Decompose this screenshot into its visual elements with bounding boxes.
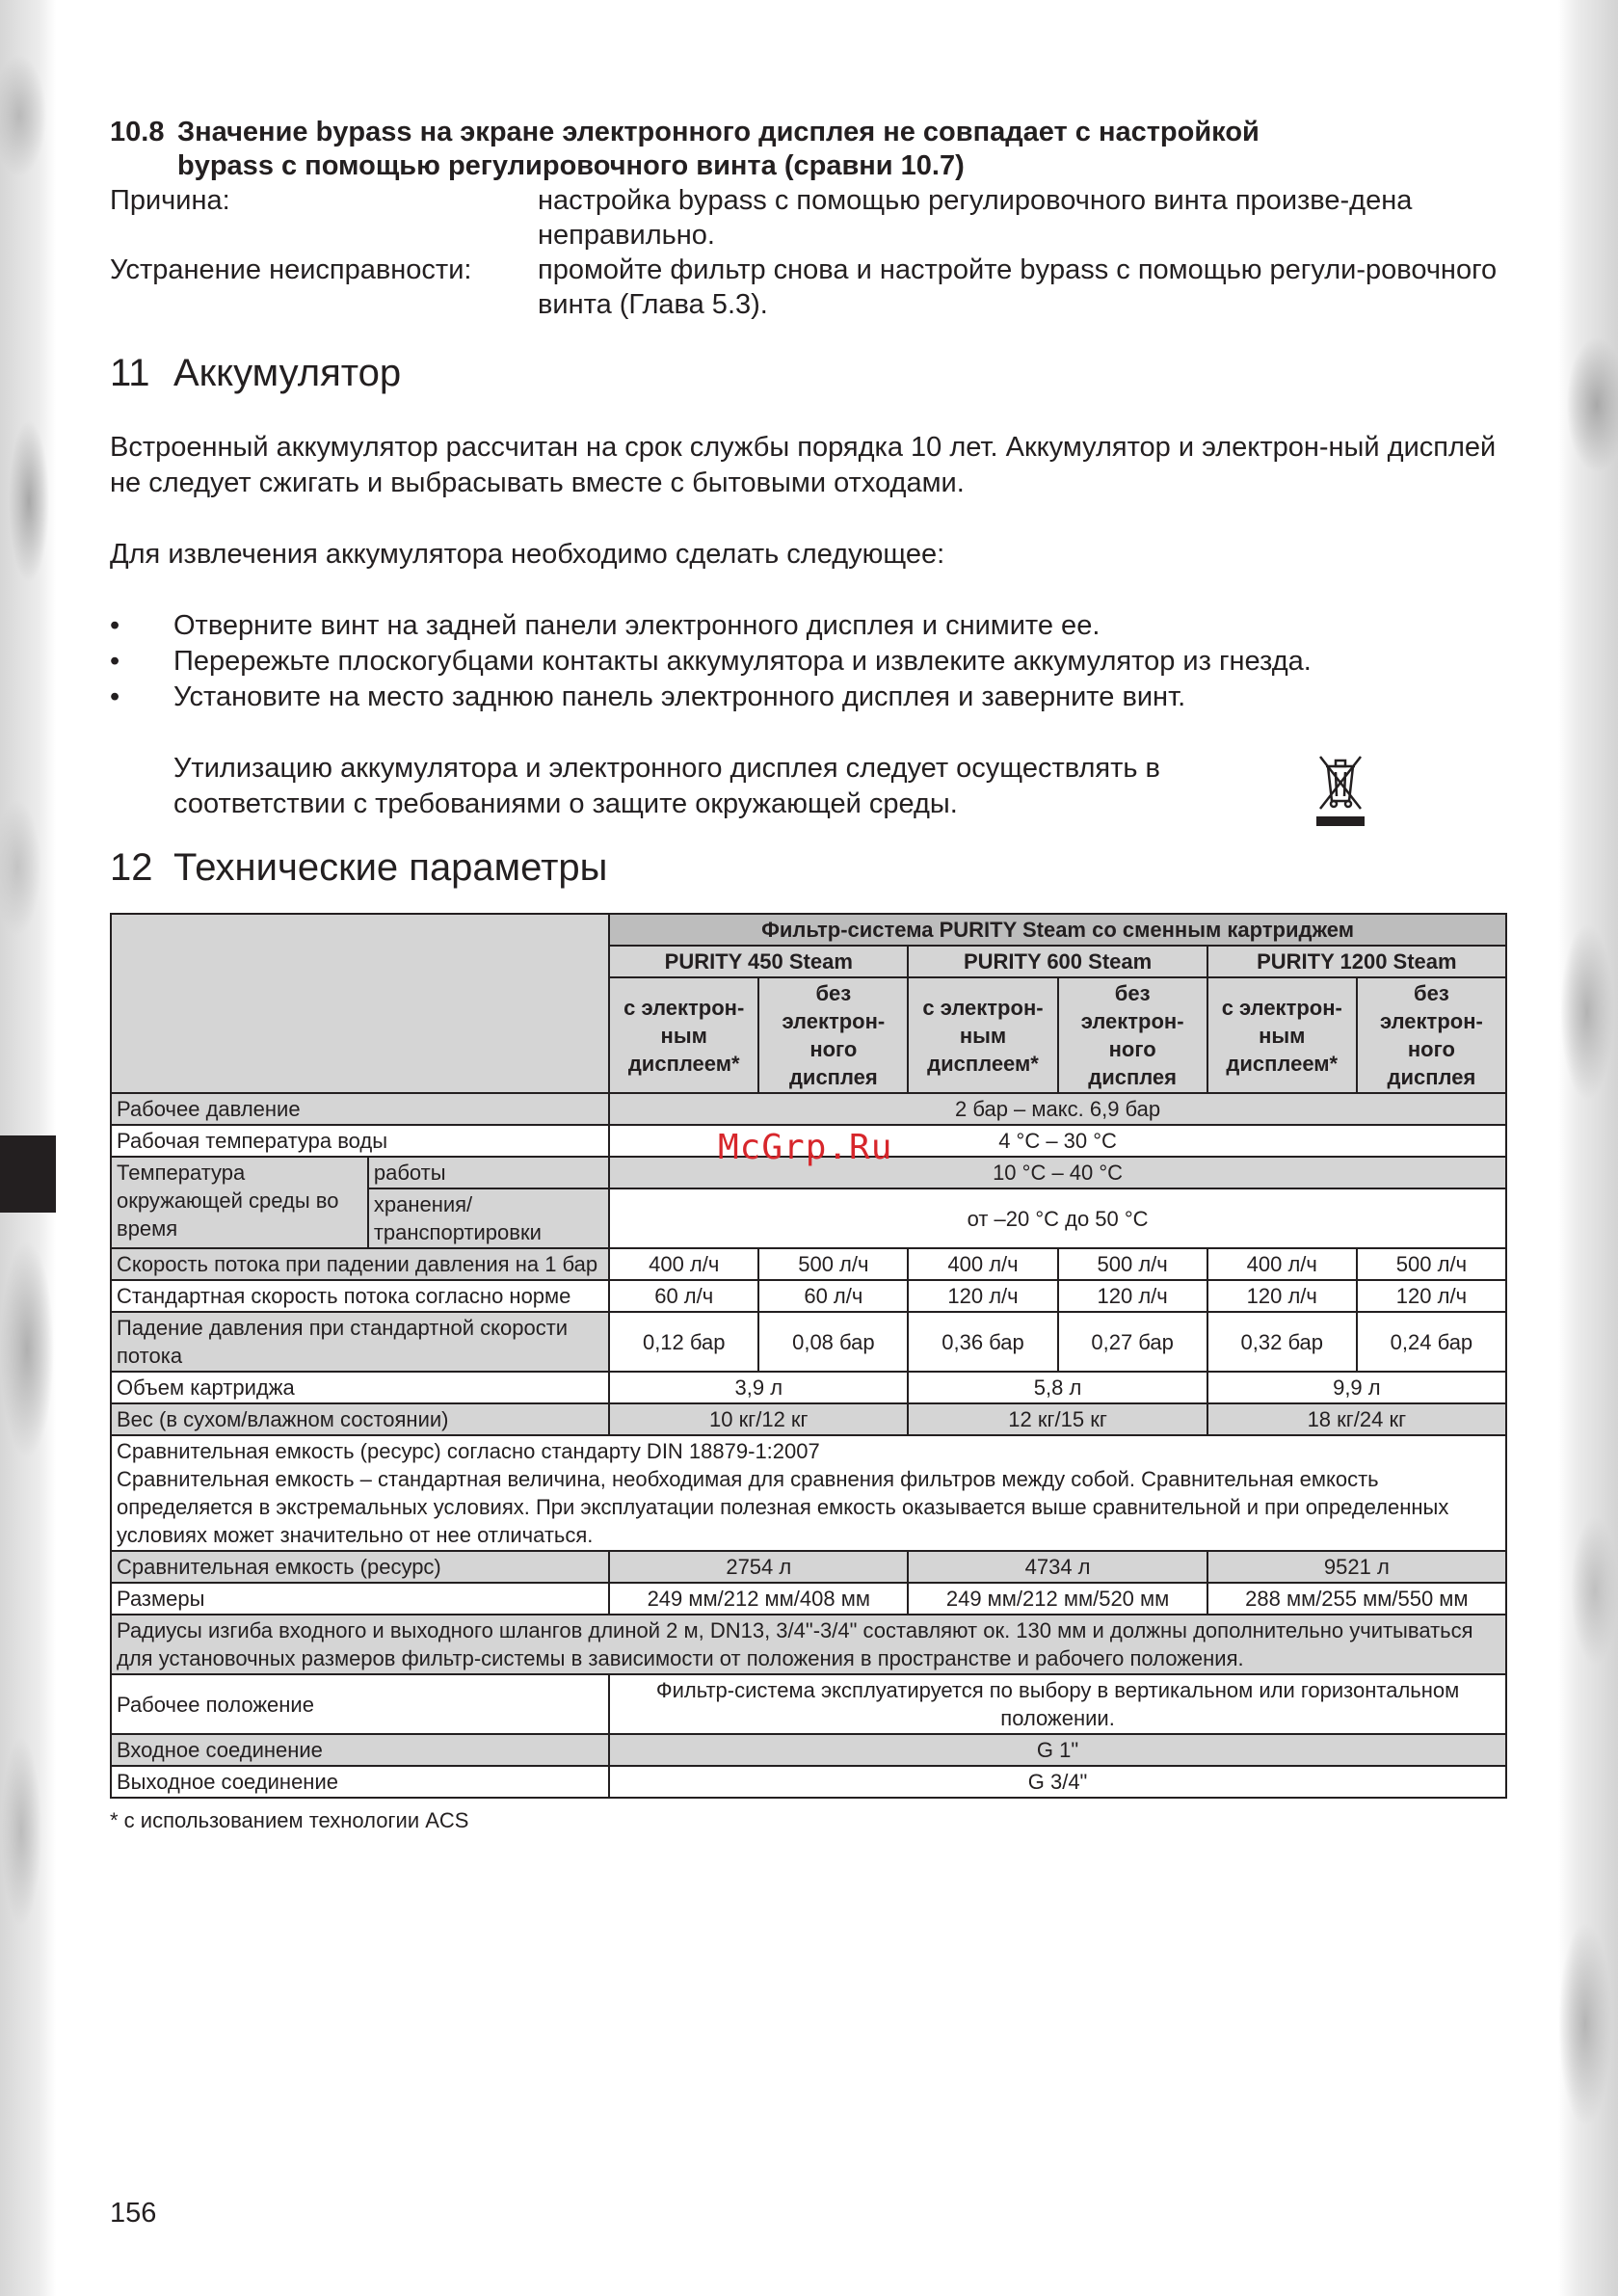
cause-text: настройка bypass с помощью регулировочного винта произве-дена неправильно.	[538, 185, 1413, 251]
row-label: Вес (в сухом/влажном состоянии)	[111, 1403, 609, 1435]
cell-value: 120 л/ч	[908, 1280, 1057, 1312]
battery-paragraph-2: Для извлечения аккумулятора необходимо сделать следующее:	[110, 539, 945, 570]
section-number: 10.8	[110, 117, 165, 147]
cell-value: 9521 л	[1207, 1551, 1506, 1583]
cause-label: Причина:	[110, 185, 230, 216]
variant-without-display: без электрон-ного дисплея	[1357, 977, 1506, 1093]
section-title: Технические параметры	[173, 846, 608, 889]
cell-value: 9,9 л	[1207, 1372, 1506, 1403]
list-item: • Перережьте плоскогубцами контакты аккумулятора и извлеките аккумулятор из гнезда.	[110, 644, 1507, 680]
cell-value: 2754 л	[609, 1551, 908, 1583]
row-label: Выходное соединение	[111, 1766, 609, 1798]
cell-value: 400 л/ч	[609, 1248, 758, 1280]
cell-value: 120 л/ч	[1058, 1280, 1207, 1312]
capacity-note-line1: Сравнительная емкость (ресурс) согласно стандарту DIN 18879-1:2007	[117, 1439, 820, 1463]
section-title: Аккумулятор	[173, 352, 402, 394]
row-value: Фильтр-система эксплуатируется по выбору в вертикальном или горизонтальном положении.	[609, 1674, 1506, 1734]
table-row	[111, 1674, 1506, 1734]
row-label: Рабочая температура воды	[111, 1125, 609, 1157]
row-value: 4 °C – 30 °C	[609, 1125, 1506, 1157]
variant-with-display: с электрон-ным дисплеем*	[609, 977, 758, 1093]
table-row	[111, 1583, 1506, 1615]
table-row	[111, 1280, 1506, 1312]
section-12-heading	[110, 843, 1507, 892]
variant-without-display: без электрон-ного дисплея	[758, 977, 908, 1093]
row-label: Рабочее положение	[111, 1674, 609, 1734]
table-row	[111, 1734, 1506, 1766]
cell-value: 12 кг/15 кг	[908, 1403, 1207, 1435]
disposal-note	[110, 751, 1507, 822]
table-row	[111, 1372, 1506, 1403]
cell-value: 500 л/ч	[758, 1248, 908, 1280]
cell-value: 18 кг/24 кг	[1207, 1403, 1506, 1435]
disposal-text: Утилизацию аккумулятора и электронного дисплея следует осуществлять в соответствии с требованиями о защите окружающей среды.	[173, 753, 1160, 819]
section-title-line1: Значение bypass на экране электронного дисплея не совпадает с настройкой	[177, 117, 1260, 147]
row-label: Входное соединение	[111, 1734, 609, 1766]
variant-with-display: с электрон-ным дисплеем*	[908, 977, 1057, 1093]
page-content	[110, 116, 1507, 1835]
row-value: 10 °C – 40 °C	[609, 1157, 1506, 1188]
row-sublabel: работы	[368, 1157, 609, 1188]
row-value: от –20 °C до 50 °C	[609, 1188, 1506, 1248]
row-value: G 1"	[609, 1734, 1506, 1766]
table-row	[111, 1248, 1506, 1280]
crossed-bin-icon	[1316, 755, 1365, 826]
table-row	[111, 1766, 1506, 1798]
row-label: Скорость потока при падении давления на 1 бар	[111, 1248, 609, 1280]
table-row	[111, 1093, 1506, 1125]
section-11-heading	[110, 349, 1507, 397]
cell-value: 0,24 бар	[1357, 1312, 1506, 1372]
chapter-tab-marker	[0, 1135, 56, 1213]
cell-value: 60 л/ч	[609, 1280, 758, 1312]
cell-value: 4734 л	[908, 1551, 1207, 1583]
cell-value: 0,36 бар	[908, 1312, 1057, 1372]
fix-text: промойте фильтр снова и настройте bypass с помощью регули-ровочного винта (Глава 5.3).	[538, 254, 1498, 320]
technical-parameters-table	[110, 913, 1507, 1799]
cell-value: 0,27 бар	[1058, 1312, 1207, 1372]
table-row	[111, 1615, 1506, 1674]
cell-value: 500 л/ч	[1357, 1248, 1506, 1280]
capacity-note	[111, 1435, 1506, 1551]
list-item: • Отверните винт на задней панели электронного дисплея и снимите ее.	[110, 608, 1507, 644]
cell-value: 400 л/ч	[1207, 1248, 1357, 1280]
cell-value: 249 мм/212 мм/520 мм	[908, 1583, 1207, 1615]
capacity-note-line2: Сравнительная емкость – стандартная величина, необходимая для сравнения фильтров между собой. Сравнительная емкость определяется в экстремальных условиях. При эксплуатации полезная емкость оказывается выше сравнительной и при определенных условиях может значительно от нее отличаться.	[117, 1467, 1449, 1547]
row-value: G 3/4"	[609, 1766, 1506, 1798]
row-label: Падение давления при стандартной скорости потока	[111, 1312, 609, 1372]
row-label: Объем картриджа	[111, 1372, 609, 1403]
variant-without-display: без электрон-ного дисплея	[1058, 977, 1207, 1093]
table-row	[111, 1403, 1506, 1435]
row-label: Рабочее давление	[111, 1093, 609, 1125]
cell-value: 400 л/ч	[908, 1248, 1057, 1280]
cell-value: 0,08 бар	[758, 1312, 908, 1372]
fix-label: Устранение неисправности:	[110, 254, 472, 285]
table-row	[111, 1435, 1506, 1551]
cell-value: 3,9 л	[609, 1372, 908, 1403]
row-label: Стандартная скорость потока согласно норме	[111, 1280, 609, 1312]
cell-value: 120 л/ч	[1357, 1280, 1506, 1312]
row-label: Размеры	[111, 1583, 609, 1615]
table-row	[111, 914, 1506, 946]
battery-steps-list	[110, 608, 1507, 715]
cell-value: 249 мм/212 мм/408 мм	[609, 1583, 908, 1615]
section-number: 12	[110, 846, 153, 889]
model-header: PURITY 1200 Steam	[1207, 946, 1506, 977]
section-10-8-heading	[110, 116, 1507, 183]
list-item: • Установите на место заднюю панель электронного дисплея и заверните винт.	[110, 680, 1507, 715]
page-number: 156	[110, 2198, 157, 2229]
variant-with-display: с электрон-ным дисплеем*	[1207, 977, 1357, 1093]
cell-value: 0,32 бар	[1207, 1312, 1357, 1372]
cell-value: 288 мм/255 мм/550 мм	[1207, 1583, 1506, 1615]
right-edge-decoration	[1558, 0, 1618, 2296]
cell-value: 5,8 л	[908, 1372, 1207, 1403]
row-label: Сравнительная емкость (ресурс)	[111, 1551, 609, 1583]
model-header: PURITY 600 Steam	[908, 946, 1207, 977]
model-header: PURITY 450 Steam	[609, 946, 908, 977]
section-number: 11	[110, 352, 150, 394]
cell-value: 0,12 бар	[609, 1312, 758, 1372]
row-sublabel: хранения/ транспортировки	[368, 1188, 609, 1248]
hose-note: Радиусы изгиба входного и выходного шлангов длиной 2 м, DN13, 3/4"-3/4" составляют ок. 130 мм и должны дополнительно учитываться для установочных размеров фильтр-системы в зависимости от положения в пространстве и рабочего положения.	[111, 1615, 1506, 1674]
table-corner-cell	[111, 914, 609, 1093]
section-title-line2: bypass с помощью регулировочного винта (сравни 10.7)	[177, 150, 965, 181]
table-row	[111, 1312, 1506, 1372]
row-label: Температура окружающей среды во время	[111, 1157, 368, 1248]
table-row	[111, 1551, 1506, 1583]
cell-value: 120 л/ч	[1207, 1280, 1357, 1312]
fault-table	[110, 183, 1507, 322]
cell-value: 10 кг/12 кг	[609, 1403, 908, 1435]
table-group-header: Фильтр-система PURITY Steam со сменным картриджем	[609, 914, 1506, 946]
battery-paragraph-1: Встроенный аккумулятор рассчитан на срок службы порядка 10 лет. Аккумулятор и электрон-ный дисплей не следует сжигать и выбрасывать вместе с бытовыми отходами.	[110, 432, 1497, 498]
watermark: McGrp.Ru	[718, 1128, 893, 1167]
cell-value: 500 л/ч	[1058, 1248, 1207, 1280]
row-value: 2 бар – макс. 6,9 бар	[609, 1093, 1506, 1125]
footnote: * с использованием технологии ACS	[110, 1808, 469, 1832]
cell-value: 60 л/ч	[758, 1280, 908, 1312]
